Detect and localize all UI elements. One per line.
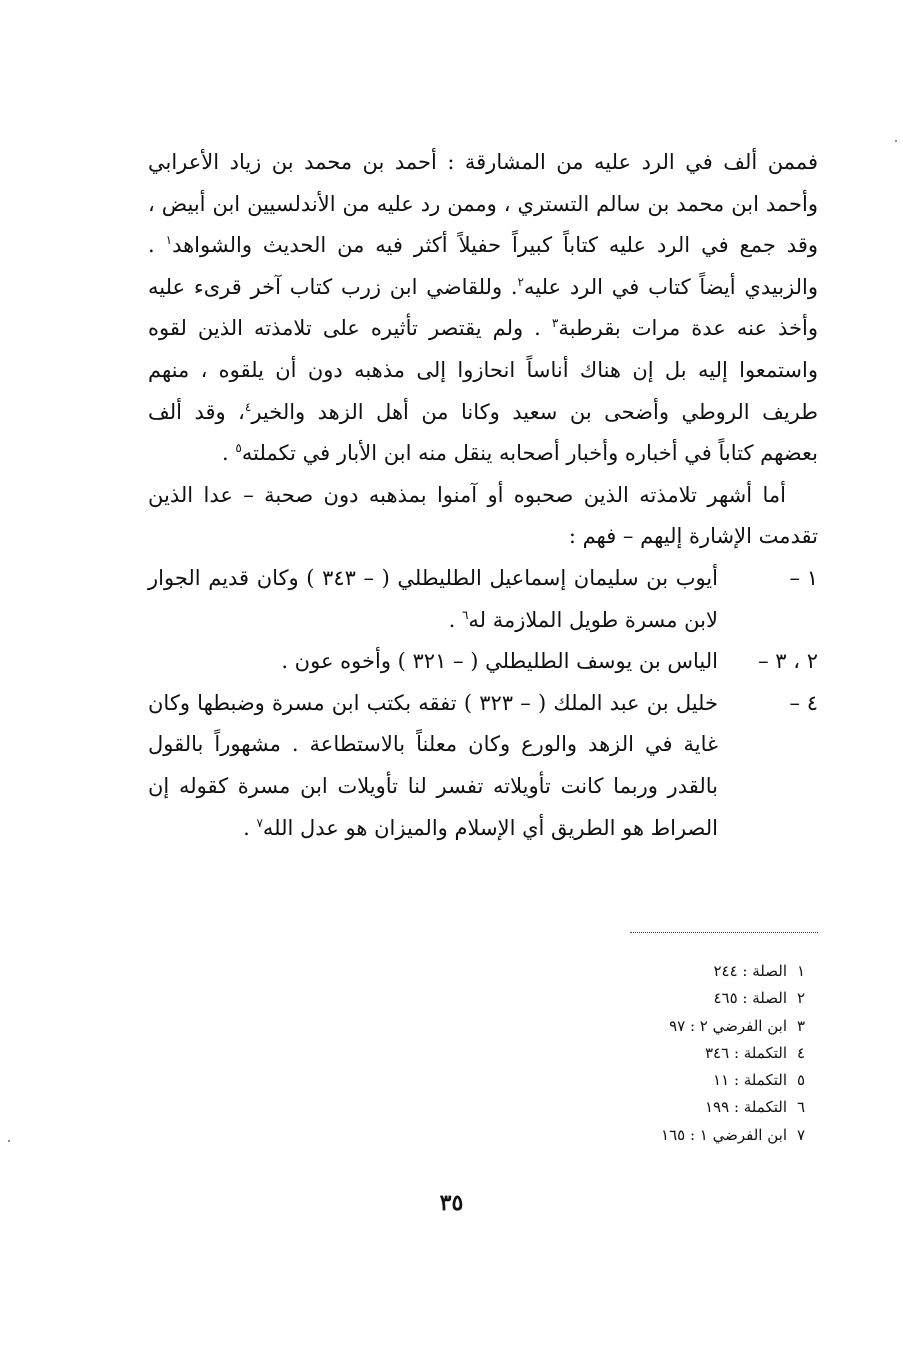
footnote-item: ٣ابن الفرضي ٢ : ٩٧ — [669, 1016, 805, 1035]
list-item-number: ١ – — [789, 565, 818, 590]
paragraph-1: فممن ألف في الرد عليه من المشارقة : أحمد بن محمد بن زياد الأعرابي وأحمد ابن محمد بن سالم التستري ، وممن رد عليه من الأندلسيين ابن أبيض ، وقد جمع في الرد عليه كتاباً كبيراً حفيلاً أكثر فيه من الحديث والشواهد$^١$ . والزبيدي أيضاً كتاب في الرد عليه$^٢$. وللقاضي ابن زرب كتاب آخر قرىء عليه وأخذ عنه عدة مرات بقرطبة$^٣$ . ولم يقتصر تأثيره على تلامذته الذين لقوه واستمعوا إليه بل إن هناك أناساً انحازوا إلى مذهبه دون أن يلقوه ، منهم طريف الروطي وأضحى بن سعيد وكانا من أهل الزهد والخير$^٤$، وقد ألف بعضهم كتاباً في أخباره وأخبار أصحابه ينقل منه ابن الأبار في تكملته$^٥$ . — [148, 150, 819, 466]
list-item — [148, 558, 818, 641]
list-item-text: خليل بن عبد الملك ( – ٣٢٣ ) تفقه بكتب ابن مسرة وضبطها وكان غاية في الزهد والورع وكان معلناً بالاستطاعة . مشهوراً بالقول بالقدر وربما كانت تأويلاته تفسر لنا تأويلات ابن مسرة كقوله إن الصراط هو الطريق أي الإسلام والميزان هو عدل الله$^٧$ . — [148, 690, 718, 840]
footnote-item: ٤التكملة : ٣٤٦ — [705, 1043, 805, 1062]
list-item-text: الياس بن يوسف الطليطلي ( – ٣٢١ ) وأخوه عون . — [281, 649, 718, 674]
footnote-item: ١الصلة : ٢٤٤ — [713, 962, 805, 980]
list-item — [148, 641, 818, 683]
footnote-ref-1[interactable]: ١ — [165, 233, 173, 248]
footnote-item: ٢الصلة : ٤٦٥ — [713, 989, 805, 1008]
scan-speck — [895, 140, 897, 142]
footnote-divider — [630, 932, 818, 933]
footnote-ref-6[interactable]: ٦ — [461, 607, 469, 622]
footnote-ref-7[interactable]: ٧ — [256, 815, 263, 830]
page-number: ٣٥ — [439, 1190, 464, 1216]
paragraph-2: أما أشهر تلامذته الذين صحبوه أو آمنوا بمذهبه دون صحبة – عدا الذين تقدمت الإشارة إليهم – فهم : — [148, 482, 818, 549]
list-item — [148, 683, 818, 849]
footnote-ref-4[interactable]: ٤ — [244, 399, 252, 414]
footnote-item: ٧ابن الفرضي ١ : ١٦٥ — [661, 1125, 805, 1144]
list-item-number: ٤ – — [789, 690, 818, 715]
footnotes — [505, 958, 805, 1149]
footnote-ref-2[interactable]: ٢ — [517, 274, 524, 289]
list-item-text: أيوب بن سليمان إسماعيل الطليطلي ( – ٣٤٣ ) وكان قديم الجوار لابن مسرة طويل الملازمة له$^٦$ . — [148, 565, 718, 632]
footnote-ref-3[interactable]: ٣ — [551, 316, 559, 331]
main-text — [148, 142, 818, 849]
list-item-number: ٢ ، ٣ – — [758, 649, 818, 674]
students-list — [148, 558, 818, 849]
footnote-item: ٦التكملة : ١٩٩ — [705, 1098, 805, 1117]
footnote-ref-5[interactable]: ٥ — [235, 441, 242, 456]
scan-speck — [8, 1140, 10, 1142]
footnote-item: ٥التكملة : ١١ — [713, 1071, 805, 1090]
